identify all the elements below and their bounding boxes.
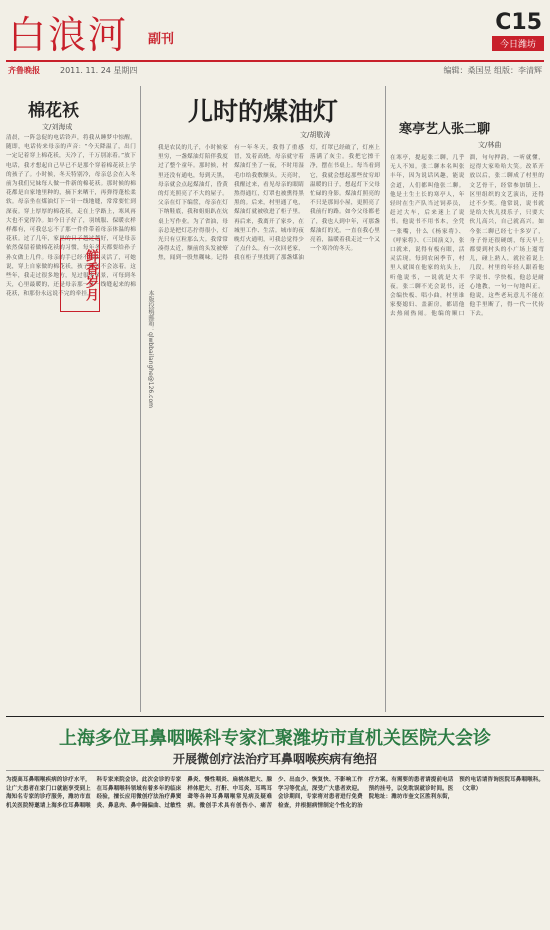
article-body-1: 清晨，一阵急促的电话铃声，将我从睡梦中惊醒。随即，电话传来母亲的声音：“今天降温了，出门一定记着穿上棉花袄，天冷了，千万别冻着。”放下电话，我才想起自己早已不是那个穿着棉花袄上学的孩子了。小时候，冬天特别冷，母亲总会在入冬前为我们兄妹每人做一件新的棉花袄。那时候的棉花都是自家地里种的，摘下来晒干，再弹得蓬松柔软。母亲坐在煤油灯下一针一线地缝，常常要忙到深夜。穿上厚厚的棉花袄，走在上学路上，寒风再大也不觉得冷。如今日子好了，羽绒服、保暖衣样样都有，可我总忘不了那一件件带着母亲体温的棉花袄。过了几年，家里的日子越过越好，可是母亲依然保留着做棉花袄的习惯，每年冬天都要给孙子孙女做上几件。母亲的手已经不那么灵活了，可她说，穿上自家做的棉花袄，孩子们才不会冻着。这些年，我走过很多地方，见过很多风景，可每到冬天，心里最暖的，还是母亲那一针一线缝起来的棉花袄，和那份永远说不完的牵挂。	[6, 135, 136, 298]
article-title-1: 棉花袄	[28, 101, 79, 121]
article-byline-2: 文/胡敬涛	[300, 131, 331, 139]
ad-headline: 上海多位耳鼻咽喉科专家汇聚潍坊市直机关医院大会诊	[59, 728, 491, 749]
column-divider-2	[385, 86, 386, 712]
ad-inner-rule	[6, 770, 544, 771]
editors-line: 编辑：桑国昱 组版：李清辉	[443, 66, 542, 75]
masthead-rule	[6, 60, 544, 62]
article-body-2: 我是农民的儿子，小时候家里穷，一盏煤油灯陪伴我度过了整个童年。那时候，村里还没有通电，每到天黑，母亲就会点起煤油灯，昏黄的灯光照亮了不大的屋子。父亲在灯下编筐，母亲在灯下纳鞋底，我和姐姐趴在炕桌上写作业。为了省油，母亲总是把灯芯拧得很小，灯光只有豆粒那么大。我常常凑得太近，额前的头发被燎焦，闻到一股焦糊味。记得有一年冬天，我得了重感冒，发着高烧，母亲就守着煤油灯坐了一夜，不时用湿毛巾给我敷额头。天亮时，我醒过来，看见母亲的眼睛熬得通红，灯罩也被熏得黑黑的。后来，村里通了电，煤油灯就被收进了柜子里。再后来，我离开了家乡，在城里工作、生活。城市的夜晚灯火通明，可我总觉得少了点什么。有一次回老家，我在柜子里找到了那盏煤油灯，灯罩已经破了，灯座上落满了灰尘。我把它擦干净，摆在书桌上。每当看到它，我就会想起那些贫穷却温暖的日子，想起灯下父母忙碌的身影。煤油灯照亮的不只是那间小屋，更照亮了我前行的路。如今父母都老了，我也人到中年，可那盏煤油灯的光，一直在我心里亮着，温暖着我走过一个又一个寒冷的冬天。	[158, 145, 380, 262]
section-tag: 今日潍坊	[492, 36, 544, 51]
article-byline-3: 文/林曲	[478, 141, 502, 149]
article-title-2: 儿时的煤油灯	[188, 97, 339, 126]
column-stamp: 鲜香岁月	[60, 238, 100, 312]
masthead	[0, 0, 550, 75]
ad-subheadline: 开展微创疗法治疗耳鼻咽喉疾病有绝招	[172, 752, 377, 766]
article-title-3: 寒亭艺人张二聊	[399, 122, 491, 137]
masthead-subtitle: 副刊	[148, 32, 175, 47]
ad-divider	[6, 716, 544, 717]
article-body-3: 在寒亭，提起张二聊，几乎无人不知。张二聊本名叫张丰年，因为说话风趣，能说会道，人们都叫他张二聊。他是土生土长的寒亭人，年轻时在生产队当过饲养员，赶过大车，后来迷上了说书。他说书不用书本，全凭一张嘴，什么《杨家将》、《呼家将》、《三国演义》，张口就来，说得有板有眼，活灵活现。每到农闲季节，村里人就围在他家的炕头上，听他说书，一说就是大半夜。张二聊不光会说书，还会编快板、唱小曲，村里谁家娶媳妇、盖新房，都请他去热闹热闹。他编的顺口溜，句句押韵，一听就懂，逗得大家哈哈大笑。改革开放以后，张二聊成了村里的文艺骨干，经常参加镇上、区里组织的文艺演出，还得过不少奖。他常说，说书就是给大伙儿找乐子，只要大伙儿高兴，自己就高兴。如今张二聊已经七十多岁了，身子骨还很硬朗，每天早上都要到村头的小广场上遛弯儿，碰上熟人，就拉着说上几段。村里的年轻人跟着他学说书、学快板，他总是耐心地教，一句一句地纠正。他说，这些老玩意儿不能在他手里断了，得一代一代传下去。	[390, 155, 544, 318]
ad-body: 为提高耳鼻咽喉疾病的诊疗水平，让广大患者在家门口就能享受到上海知名专家的诊疗服务，潍坊市直机关医院特邀请上海多位耳鼻咽喉科专家来院会诊。此次会诊的专家在耳鼻咽喉科领域有着多年的临床经验，擅长应用微创疗法治疗鼻窦炎、鼻息肉、鼻中隔偏曲、过敏性鼻炎、慢性咽炎、扁桃体肥大、腺样体肥大、打鼾、中耳炎、耳鸣耳聋等各种耳鼻咽喉常见病及疑难病。微创手术具有创伤小、痛苦少、出血少、恢复快、不影响工作学习等优点，深受广大患者欢迎。会诊期间，专家将对患者进行免费检查，并根据病情制定个性化的治疗方案。有需要的患者请提前电话预约挂号，以免耽误就诊时间。医院地址：潍坊市奎文区胜利东街，预约电话请咨询医院耳鼻咽喉科。（文章）	[6, 777, 544, 809]
page-number: C15	[495, 10, 542, 35]
article-byline-1: 文/刘海成	[42, 123, 73, 131]
issue-date: 2011. 11. 24 星期四	[60, 66, 138, 75]
newspaper-logo: 齐鲁晚报	[8, 66, 40, 75]
submission-email: 本版投稿邮箱：qlwbbailanghe@126.com	[147, 290, 154, 408]
column-divider-1	[140, 86, 141, 712]
masthead-title: 白浪河	[8, 13, 129, 57]
